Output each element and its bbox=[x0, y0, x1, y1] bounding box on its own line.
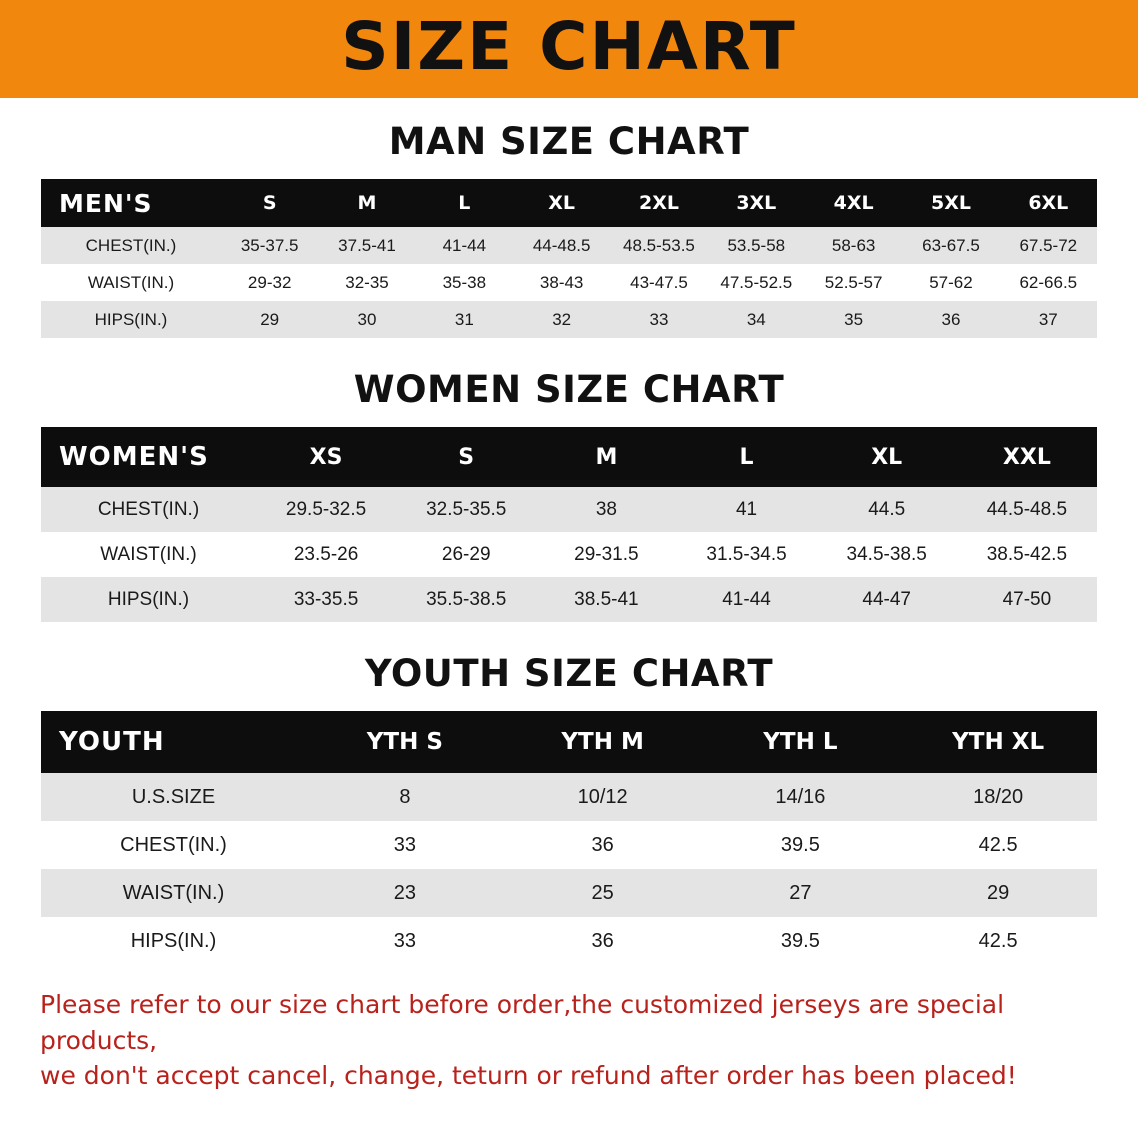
table-cell: 36 bbox=[504, 917, 702, 965]
man-header-cell-3: L bbox=[416, 179, 513, 227]
page-title: SIZE CHART bbox=[341, 8, 797, 85]
women-table-head bbox=[41, 427, 1097, 487]
table-cell: 29 bbox=[221, 301, 318, 338]
table-cell: 44-48.5 bbox=[513, 227, 610, 264]
table-row bbox=[41, 821, 1097, 869]
women-header-cell-2: S bbox=[396, 427, 536, 487]
table-cell: 63-67.5 bbox=[902, 227, 999, 264]
table-cell: 27 bbox=[702, 869, 900, 917]
table-cell: 47-50 bbox=[957, 577, 1097, 622]
youth-section-heading: YOUTH SIZE CHART bbox=[364, 652, 774, 695]
table-row bbox=[41, 577, 1097, 622]
table-cell: 41-44 bbox=[676, 577, 816, 622]
man-header-cell-7: 4XL bbox=[805, 179, 902, 227]
row-label: U.S.SIZE bbox=[41, 773, 306, 821]
row-label: CHEST(IN.) bbox=[41, 227, 221, 264]
row-label: WAIST(IN.) bbox=[41, 264, 221, 301]
table-cell: 36 bbox=[902, 301, 999, 338]
table-cell: 42.5 bbox=[899, 917, 1097, 965]
table-cell: 29 bbox=[899, 869, 1097, 917]
table-cell: 32.5-35.5 bbox=[396, 487, 536, 532]
table-cell: 43-47.5 bbox=[610, 264, 707, 301]
table-cell: 38.5-42.5 bbox=[957, 532, 1097, 577]
man-header-cell-6: 3XL bbox=[708, 179, 805, 227]
table-cell: 67.5-72 bbox=[1000, 227, 1097, 264]
youth-header-cell-4: YTH XL bbox=[899, 711, 1097, 773]
women-header-cell-4: L bbox=[676, 427, 816, 487]
women-size-table bbox=[41, 427, 1097, 622]
table-cell: 33-35.5 bbox=[256, 577, 396, 622]
table-cell: 33 bbox=[610, 301, 707, 338]
man-section-heading: MAN SIZE CHART bbox=[388, 120, 750, 163]
women-header-cell-1: XS bbox=[256, 427, 396, 487]
man-header-cell-5: 2XL bbox=[610, 179, 707, 227]
table-cell: 38-43 bbox=[513, 264, 610, 301]
row-label: WAIST(IN.) bbox=[41, 869, 306, 917]
table-cell: 30 bbox=[318, 301, 415, 338]
women-header-cell-3: M bbox=[536, 427, 676, 487]
table-cell: 26-29 bbox=[396, 532, 536, 577]
table-cell: 39.5 bbox=[702, 917, 900, 965]
table-cell: 53.5-58 bbox=[708, 227, 805, 264]
table-header-row bbox=[41, 427, 1097, 487]
man-header-cell-8: 5XL bbox=[902, 179, 999, 227]
man-table-body bbox=[41, 227, 1097, 338]
youth-header-cell-0: YOUTH bbox=[41, 711, 306, 773]
table-cell: 37.5-41 bbox=[318, 227, 415, 264]
table-cell: 33 bbox=[306, 821, 504, 869]
table-cell: 52.5-57 bbox=[805, 264, 902, 301]
man-header-cell-0: MEN'S bbox=[41, 179, 221, 227]
table-cell: 10/12 bbox=[504, 773, 702, 821]
youth-table-body bbox=[41, 773, 1097, 965]
disclaimer-note bbox=[40, 987, 1098, 1094]
youth-table-wrapper bbox=[41, 711, 1097, 965]
row-label: WAIST(IN.) bbox=[41, 532, 256, 577]
table-cell: 29-32 bbox=[221, 264, 318, 301]
man-header-cell-9: 6XL bbox=[1000, 179, 1097, 227]
man-size-table bbox=[41, 179, 1097, 338]
man-table-head bbox=[41, 179, 1097, 227]
disclaimer-line-2: we don't accept cancel, change, teturn or refund after order has been placed! bbox=[40, 1061, 1017, 1090]
row-label: HIPS(IN.) bbox=[41, 917, 306, 965]
table-row bbox=[41, 773, 1097, 821]
row-label: HIPS(IN.) bbox=[41, 301, 221, 338]
table-cell: 32-35 bbox=[318, 264, 415, 301]
table-cell: 38 bbox=[536, 487, 676, 532]
table-cell: 34.5-38.5 bbox=[817, 532, 957, 577]
man-table-wrapper bbox=[41, 179, 1097, 338]
table-cell: 41-44 bbox=[416, 227, 513, 264]
table-row bbox=[41, 869, 1097, 917]
table-cell: 23.5-26 bbox=[256, 532, 396, 577]
table-row bbox=[41, 917, 1097, 965]
table-cell: 31 bbox=[416, 301, 513, 338]
row-label: CHEST(IN.) bbox=[41, 487, 256, 532]
table-cell: 44.5 bbox=[817, 487, 957, 532]
table-cell: 35-37.5 bbox=[221, 227, 318, 264]
row-label: HIPS(IN.) bbox=[41, 577, 256, 622]
table-cell: 14/16 bbox=[702, 773, 900, 821]
women-table-body bbox=[41, 487, 1097, 622]
table-cell: 57-62 bbox=[902, 264, 999, 301]
women-header-cell-6: XXL bbox=[957, 427, 1097, 487]
table-cell: 33 bbox=[306, 917, 504, 965]
youth-table-head bbox=[41, 711, 1097, 773]
table-cell: 29.5-32.5 bbox=[256, 487, 396, 532]
table-cell: 35 bbox=[805, 301, 902, 338]
table-cell: 42.5 bbox=[899, 821, 1097, 869]
table-row bbox=[41, 227, 1097, 264]
table-row bbox=[41, 301, 1097, 338]
table-cell: 38.5-41 bbox=[536, 577, 676, 622]
table-cell: 41 bbox=[676, 487, 816, 532]
table-row bbox=[41, 487, 1097, 532]
man-header-cell-1: S bbox=[221, 179, 318, 227]
table-cell: 37 bbox=[1000, 301, 1097, 338]
table-cell: 32 bbox=[513, 301, 610, 338]
table-cell: 39.5 bbox=[702, 821, 900, 869]
man-header-cell-2: M bbox=[318, 179, 415, 227]
women-header-cell-0: WOMEN'S bbox=[41, 427, 256, 487]
table-cell: 35.5-38.5 bbox=[396, 577, 536, 622]
women-section-heading: WOMEN SIZE CHART bbox=[353, 368, 785, 411]
youth-header-cell-3: YTH L bbox=[702, 711, 900, 773]
table-cell: 58-63 bbox=[805, 227, 902, 264]
youth-header-cell-1: YTH S bbox=[306, 711, 504, 773]
table-header-row bbox=[41, 711, 1097, 773]
table-cell: 34 bbox=[708, 301, 805, 338]
table-cell: 44-47 bbox=[817, 577, 957, 622]
table-cell: 36 bbox=[504, 821, 702, 869]
table-cell: 62-66.5 bbox=[1000, 264, 1097, 301]
table-cell: 23 bbox=[306, 869, 504, 917]
table-cell: 48.5-53.5 bbox=[610, 227, 707, 264]
disclaimer-line-1: Please refer to our size chart before order,the customized jerseys are special products, bbox=[40, 990, 1005, 1055]
row-label: CHEST(IN.) bbox=[41, 821, 306, 869]
banner bbox=[0, 0, 1138, 98]
women-header-cell-5: XL bbox=[817, 427, 957, 487]
table-row bbox=[41, 532, 1097, 577]
table-cell: 44.5-48.5 bbox=[957, 487, 1097, 532]
youth-header-cell-2: YTH M bbox=[504, 711, 702, 773]
table-cell: 31.5-34.5 bbox=[676, 532, 816, 577]
table-cell: 8 bbox=[306, 773, 504, 821]
women-table-wrapper bbox=[41, 427, 1097, 622]
table-cell: 29-31.5 bbox=[536, 532, 676, 577]
table-header-row bbox=[41, 179, 1097, 227]
table-cell: 18/20 bbox=[899, 773, 1097, 821]
man-header-cell-4: XL bbox=[513, 179, 610, 227]
table-cell: 47.5-52.5 bbox=[708, 264, 805, 301]
table-cell: 35-38 bbox=[416, 264, 513, 301]
table-row bbox=[41, 264, 1097, 301]
youth-size-table bbox=[41, 711, 1097, 965]
table-cell: 25 bbox=[504, 869, 702, 917]
